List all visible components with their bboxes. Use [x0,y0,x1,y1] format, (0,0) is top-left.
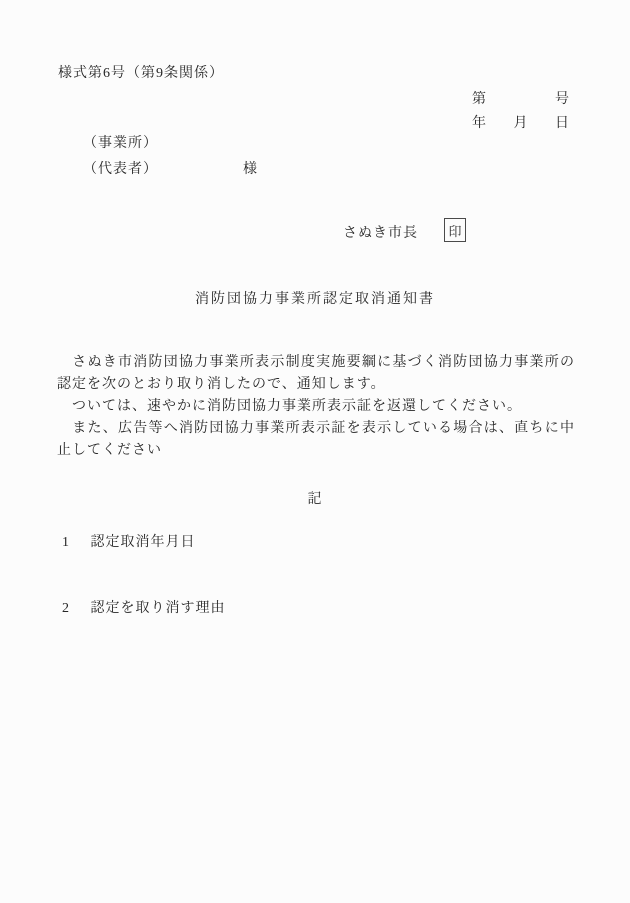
doc-number-suffix: 号 [555,92,570,107]
date-line [472,112,570,132]
date-year-label: 年 [472,116,487,131]
sender-name: さぬき市長 [343,226,418,241]
addressee-representative-label: （代表者） [83,162,158,177]
item-2-number: 2 [62,601,70,616]
date-day-label: 日 [555,116,570,131]
addressee-honorific: 様 [243,162,258,177]
item-1-number: 1 [62,535,70,550]
date-month-label: 月 [513,116,529,131]
list-item [62,531,562,551]
addressee-representative-line [83,158,383,178]
body-paragraph-1: さぬき市消防団協力事業所表示制度実施要綱に基づく消防団協力事業所の認定を次のとおり取り消したので、通知します。 [57,355,575,392]
doc-number-prefix: 第 [472,92,487,107]
item-1-label: 認定取消年月日 [90,535,196,550]
form-number-line: 様式第6号（第9条関係） [58,66,224,81]
body-paragraph-2: ついては、速やかに消防団協力事業所表示証を返還してください。 [57,399,522,414]
doc-number-line [472,88,570,108]
sender-line [343,222,543,242]
seal-mark: 印 [444,218,466,242]
addressee-office-label: （事業所） [83,136,158,151]
document-title: 消防団協力事業所認定取消通知書 [195,292,435,307]
record-marker: 記 [307,492,323,507]
body-paragraph-3: また、広告等へ消防団協力事業所表示証を表示している場合は、直ちに中止してください [57,421,575,458]
list-item [62,597,562,617]
body-text [57,352,575,462]
item-2-label: 認定を取り消す理由 [90,601,226,616]
